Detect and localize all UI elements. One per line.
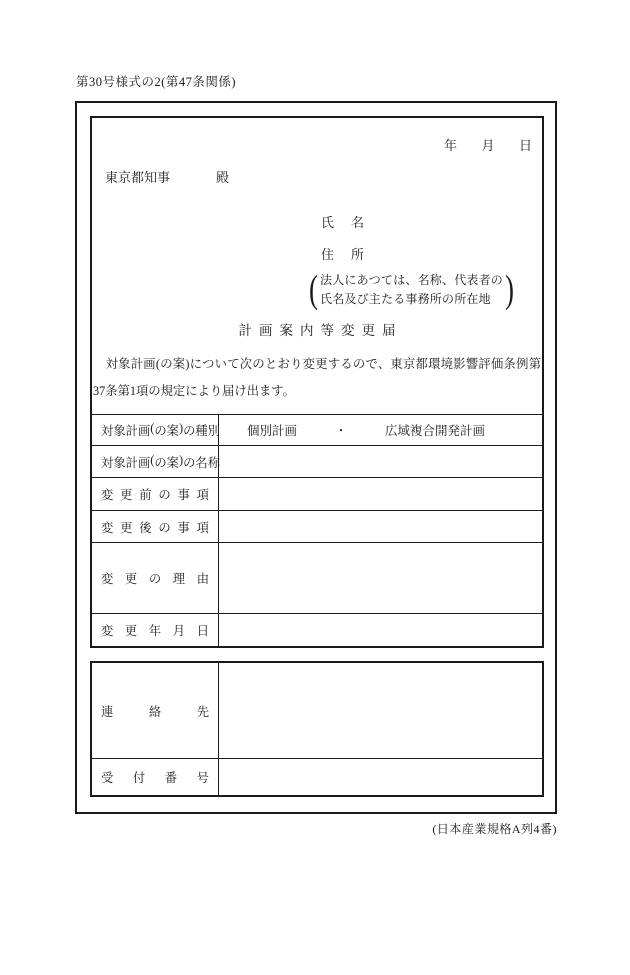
contact-label: 連 絡 先 [101, 704, 209, 719]
plan-type-options [219, 415, 542, 445]
before-change-label-cell [92, 478, 219, 510]
change-reason-label: 変 更 の 理 由 [101, 572, 209, 586]
row-after-change [92, 510, 542, 542]
contact-frame [90, 661, 544, 797]
option-individual-plan[interactable]: 個別計画 [247, 424, 298, 438]
document-title: 計画案内等変更届 [238, 323, 403, 339]
row-change-reason [92, 542, 542, 613]
paper-size-note: (日本産業規格A列4番) [432, 822, 557, 836]
form-sheet [75, 72, 557, 837]
plan-type-label-cell [92, 415, 219, 445]
recipient-name: 東京都知事 [105, 170, 171, 185]
corporate-note-text [320, 271, 503, 308]
corporate-note [309, 267, 542, 311]
plan-type-label: 対 象 計 画 ( の 案 ) の 種 別 [101, 421, 221, 438]
receipt-number-label-cell [92, 759, 219, 795]
contact-label-cell [92, 663, 219, 758]
option-wide-area-complex-plan[interactable]: 広域複合開発計画 [384, 424, 485, 438]
after-change-label-cell [92, 511, 219, 542]
change-date-label: 変 更 年 月 日 [101, 624, 209, 638]
row-contact [92, 663, 542, 758]
row-before-change [92, 477, 542, 510]
applicant-address-label: 住 所 [321, 247, 367, 262]
declaration-text: 対象計画(の案)について次のとおり変更するので、東京都環境影響評価条例第37条第1項の規定により届け出ます。 [93, 357, 541, 398]
row-plan-name [92, 445, 542, 477]
receipt-number-field[interactable] [219, 759, 542, 795]
before-change-field[interactable] [219, 478, 542, 510]
row-change-date [92, 613, 542, 646]
open-bracket: ( [309, 267, 318, 311]
outer-frame [75, 101, 557, 814]
applicant-name-label: 氏 名 [321, 215, 367, 230]
row-receipt-number [92, 758, 542, 795]
receipt-number-label: 受 付 番 号 [101, 771, 209, 785]
recipient-line [105, 167, 542, 186]
row-plan-type [92, 414, 542, 445]
change-date-field[interactable] [219, 614, 542, 646]
option-separator-dot: ・ [334, 424, 348, 438]
before-change-label: 変 更 前 の 事 項 [101, 488, 209, 502]
after-change-label: 変 更 後 の 事 項 [101, 520, 209, 535]
plan-name-field[interactable] [219, 446, 542, 477]
main-frame [90, 116, 544, 648]
contact-field[interactable] [219, 663, 542, 758]
form-number-note: 第30号様式の2(第47条関係) [76, 75, 237, 89]
plan-name-label: 対 象 計 画 ( の 案 ) の 名 称 [101, 452, 221, 470]
honorific-dono: 殿 [216, 170, 230, 185]
change-reason-label-cell [92, 543, 219, 613]
letter-section [92, 118, 542, 414]
after-change-field[interactable] [219, 511, 542, 542]
change-reason-field[interactable] [219, 543, 542, 613]
plan-name-label-cell [92, 446, 219, 477]
corporate-note-line1: 法人にあつては、名称、代表者の [320, 273, 504, 287]
change-date-label-cell [92, 614, 219, 646]
corporate-note-line2: 氏名及び主たる事務所の所在地 [320, 291, 491, 306]
close-bracket: ) [505, 267, 515, 311]
date-line: 年 月 日 [444, 138, 532, 153]
